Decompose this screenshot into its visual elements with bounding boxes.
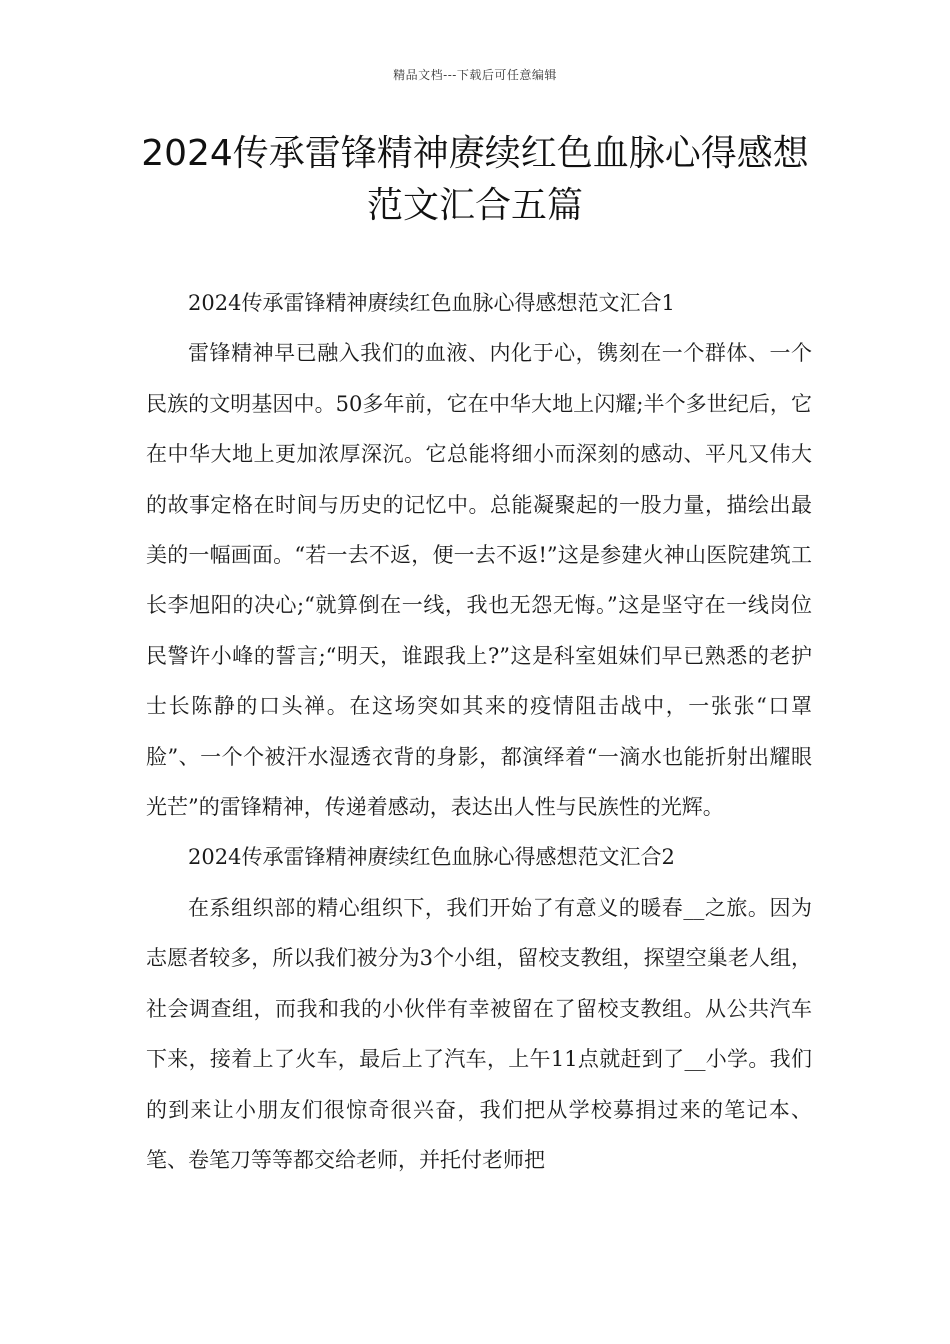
section-heading-1: 2024传承雷锋精神赓续红色血脉心得感想范文汇合1 (188, 291, 675, 315)
document-title: 2024传承雷锋精神赓续红色血脉心得感想范文汇合五篇 (141, 133, 809, 226)
section-heading-2: 2024传承雷锋精神赓续红色血脉心得感想范文汇合2 (188, 845, 675, 870)
header-note: 精品文档---下载后可任意编辑 (393, 68, 557, 82)
section-paragraph-1: 雷锋精神早已融入我们的血液、内化于心，镌刻在一个群体、一个民族的文明基因中。50多年前，它在中华大地上闪耀;半个多世纪后，它在中华大地上更加浓厚深沉。它总能将细小而深刻的感动、平凡又伟大的故事定格在时间与历史的记忆中。总能凝聚起的一股力量，描绘出最美的一幅画面。“若一去不返，便一去不返!”这是参建火神山医院建筑工长李旭阳的决心;“就算倒在一线，我也无怨无悔。”这是坚守在一线岗位民警许小峰的誓言;“明天，谁跟我上?”这是科室姐妹们早已熟悉的老护士长陈静的口头禅。在这场突如其来的疫情阻击战中，一张张“口罩脸”、一个个被汗水湿透衣背的身影，都演绎着“一滴水也能折射出耀眼光芒”的雷锋精神，传递着感动，表达出人性与民族性的光辉。 (146, 341, 812, 820)
section-paragraph-2: 在系组织部的精心组织下，我们开始了有意义的暖春__之旅。因为志愿者较多，所以我们被分为3个小组，留校支教组，探望空巢老人组，社会调查组，而我和我的小伙伴有幸被留在了留校支教组。从公共汽车下来，接着上了火车，最后上了汽车，上午11点就赶到了__小学。我们的到来让小朋友们很惊奇很兴奋，我们把从学校募捐过来的笔记本、笔、卷笔刀等等都交给老师，并托付老师把 (146, 895, 812, 1172)
document-body (146, 278, 812, 1185)
